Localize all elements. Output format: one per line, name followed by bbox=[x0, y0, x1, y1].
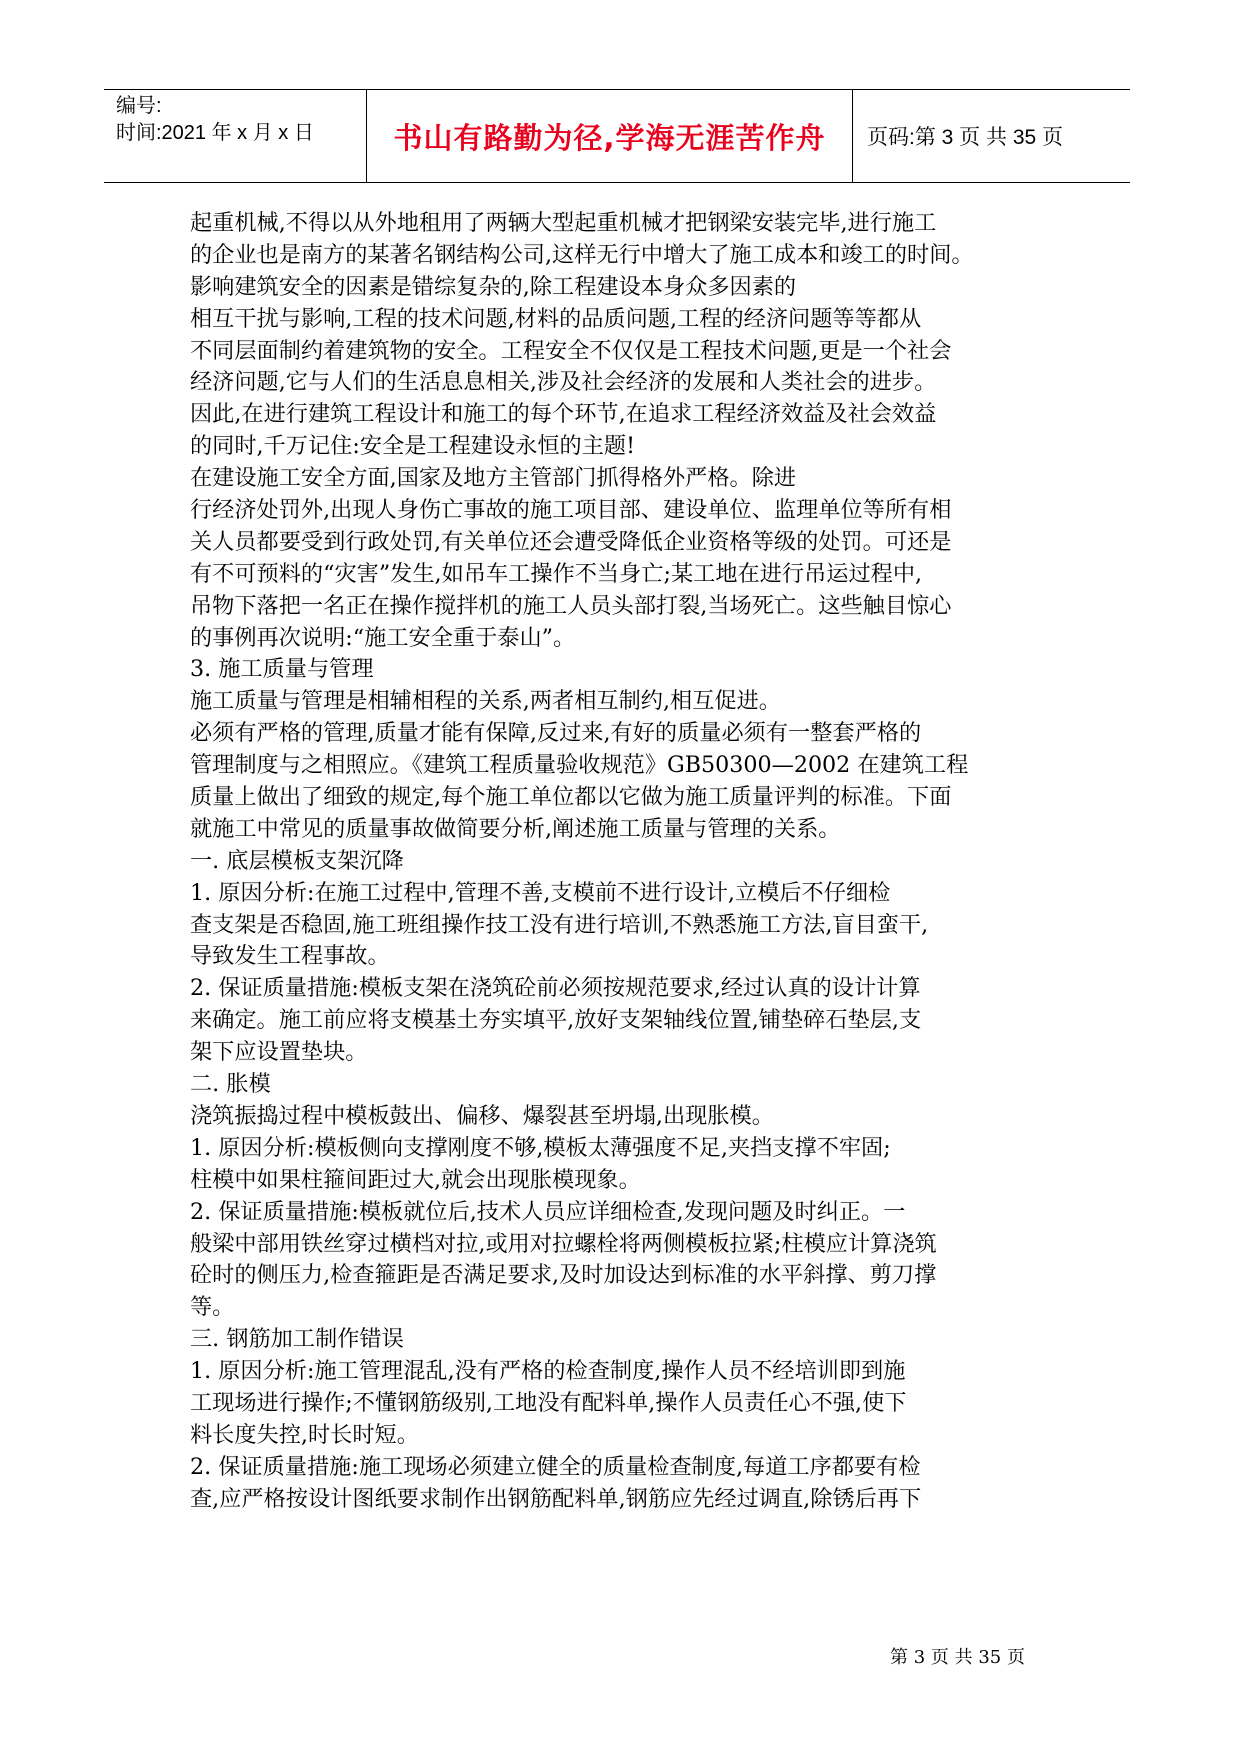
text-line: 经济问题,它与人们的生活息息相关,涉及社会经济的发展和人类社会的进步。 bbox=[190, 369, 937, 396]
text-line: 工现场进行操作;不懂钢筋级别,工地没有配料单,操作人员责任心不强,使下 bbox=[190, 1389, 907, 1416]
text-line: 砼时的侧压力,检查箍距是否满足要求,及时加设达到标准的水平斜撑、剪刀撑 bbox=[190, 1262, 937, 1289]
text-line: 施工质量与管理是相辅相程的关系,两者相互制约,相互促进。 bbox=[190, 688, 781, 715]
text-line: 行经济处罚外,出现人身伤亡事故的施工项目部、建设单位、监理单位等所有相 bbox=[190, 497, 952, 524]
text-line: 的事例再次说明:“施工安全重于泰山”。 bbox=[190, 624, 576, 651]
header-page-cell bbox=[853, 90, 1130, 182]
text-line: 查,应严格按设计图纸要求制作出钢筋配料单,钢筋应先经过调直,除锈后再下 bbox=[190, 1485, 922, 1512]
text-line: 关人员都要受到行政处罚,有关单位还会遭受降低企业资格等级的处罚。可还是 bbox=[190, 528, 952, 555]
text-line: 来确定。施工前应将支模基土夯实填平,放好支架轴线位置,铺垫碎石垫层,支 bbox=[190, 1007, 922, 1034]
text-line: 柱模中如果柱箍间距过大,就会出现胀模现象。 bbox=[190, 1166, 641, 1193]
header-info-cell bbox=[104, 90, 367, 182]
text-line: 不同层面制约着建筑物的安全。工程安全不仅仅是工程技术问题,更是一个社会 bbox=[190, 337, 952, 364]
text-line: 2. 保证质量措施:施工现场必须建立健全的质量检查制度,每道工序都要有检 bbox=[190, 1453, 921, 1480]
document-time-label: 时间:2021 年 x 月 x 日 bbox=[116, 122, 314, 144]
text-line: 料长度失控,时长时短。 bbox=[190, 1421, 419, 1448]
text-line: 影响建筑安全的因素是错综复杂的,除工程建设本身众多因素的 bbox=[190, 273, 797, 300]
text-line: 1. 原因分析:在施工过程中,管理不善,支模前不进行设计,立模后不仔细检 bbox=[190, 879, 891, 906]
text-line: 一. 底层模板支架沉降 bbox=[190, 847, 404, 874]
text-line: 的企业也是南方的某著名钢结构公司,这样无行中增大了施工成本和竣工的时间。 bbox=[190, 241, 974, 268]
page-footer: 第 3 页 共 35 页 bbox=[890, 1647, 1025, 1668]
text-line: 浇筑振捣过程中模板鼓出、偏移、爆裂甚至坍塌,出现胀模。 bbox=[190, 1102, 774, 1129]
text-line: 管理制度与之相照应。《建筑工程质量验收规范》GB50300—2002 在建筑工程 bbox=[190, 752, 969, 779]
page-header bbox=[104, 89, 1130, 183]
text-line: 因此,在进行建筑工程设计和施工的每个环节,在追求工程经济效益及社会效益 bbox=[190, 401, 937, 428]
text-line: 相互干扰与影响,工程的技术问题,材料的品质问题,工程的经济问题等等都从 bbox=[190, 305, 922, 332]
text-line: 就施工中常见的质量事故做简要分析,阐述施工质量与管理的关系。 bbox=[190, 815, 841, 842]
text-line: 有不可预料的“灾害”发生,如吊车工操作不当身亡;某工地在进行吊运过程中, bbox=[190, 560, 923, 587]
header-motto: 书山有路勤为径,学海无涯苦作舟 bbox=[393, 121, 826, 155]
text-line: 般梁中部用铁丝穿过横档对拉,或用对拉螺栓将两侧模板拉紧;柱模应计算浇筑 bbox=[190, 1230, 937, 1257]
text-line: 3. 施工质量与管理 bbox=[190, 656, 374, 683]
text-line: 二. 胀模 bbox=[190, 1071, 271, 1098]
text-line: 三. 钢筋加工制作错误 bbox=[190, 1326, 404, 1353]
header-page-code: 页码:第 3 页 共 35 页 bbox=[867, 126, 1064, 149]
text-line: 导致发生工程事故。 bbox=[190, 943, 390, 970]
text-line: 在建设施工安全方面,国家及地方主管部门抓得格外严格。除进 bbox=[190, 465, 797, 492]
text-line: 吊物下落把一名正在操作搅拌机的施工人员头部打裂,当场死亡。这些触目惊心 bbox=[190, 592, 952, 619]
text-line: 的同时,千万记住:安全是工程建设永恒的主题! bbox=[190, 433, 636, 460]
text-line: 质量上做出了细致的规定,每个施工单位都以它做为施工质量评判的标准。下面 bbox=[190, 784, 952, 811]
header-motto-cell bbox=[367, 90, 853, 182]
text-line: 2. 保证质量措施:模板就位后,技术人员应详细检查,发现问题及时纠正。一 bbox=[190, 1198, 906, 1225]
text-line: 必须有严格的管理,质量才能有保障,反过来,有好的质量必须有一整套严格的 bbox=[190, 720, 922, 747]
document-body bbox=[190, 208, 1060, 1516]
text-line: 起重机械,不得以从外地租用了两辆大型起重机械才把钢梁安装完毕,进行施工 bbox=[190, 210, 937, 236]
text-line: 1. 原因分析:模板侧向支撑刚度不够,模板太薄强度不足,夹挡支撑不牢固; bbox=[190, 1134, 891, 1161]
text-line: 等。 bbox=[190, 1294, 235, 1321]
text-line: 2. 保证质量措施:模板支架在浇筑砼前必须按规范要求,经过认真的设计计算 bbox=[190, 975, 921, 1002]
document-number-label: 编号: bbox=[116, 95, 162, 117]
text-line: 架下应设置垫块。 bbox=[190, 1039, 368, 1066]
text-line: 查支架是否稳固,施工班组操作技工没有进行培训,不熟悉施工方法,盲目蛮干, bbox=[190, 911, 929, 938]
text-line: 1. 原因分析:施工管理混乱,没有严格的检查制度,操作人员不经培训即到施 bbox=[190, 1358, 906, 1385]
